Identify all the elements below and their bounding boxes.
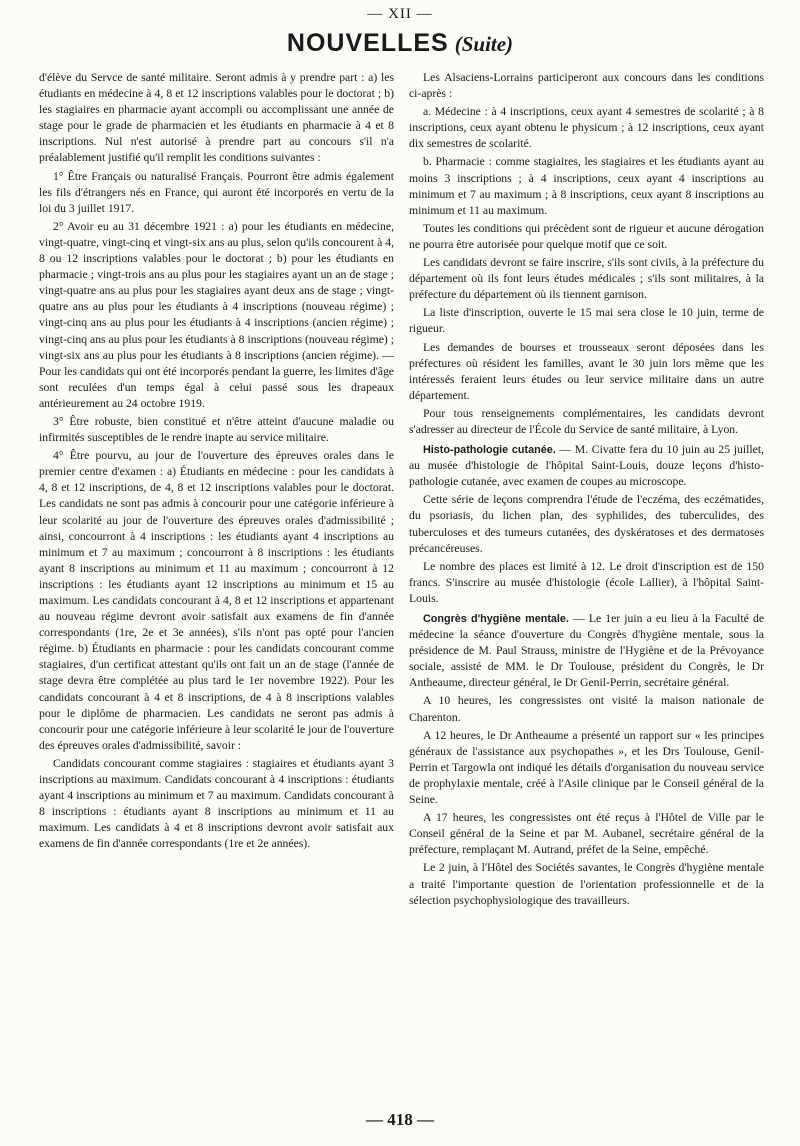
paragraph: Le nombre des places est limité à 12. Le droit d'inscription est de 150 francs. S'inscrire au musée d'histologie (école Lallier), à l'hôpital Saint-Louis. xyxy=(409,559,764,605)
page-number: — 418 — xyxy=(366,1110,434,1129)
news-body: — Le 1er juin a eu lieu à la Faculté de médecine la séance d'ouverture du Congrès d'hygiène mentale, sous la présidence de M. Paul Strauss, ministre de l'Hygiène et de la Prévoyance sociale, assisté de MM. le Dr Toulouse, président du Congrès, le Dr Antheaume, directeur général, le Dr Genil-Perrin, secrétaire général. xyxy=(409,612,764,690)
news-item-histo-pathologie xyxy=(409,442,764,490)
paragraph: Les candidats devront se faire inscrire, s'ils sont civils, à la préfecture du département où ils font leurs études médicales ; s'ils sont militaires, à la préfecture du département où ils tiennent garnison. xyxy=(409,256,764,302)
right-column xyxy=(409,70,764,1106)
paragraph: 4° Être pourvu, au jour de l'ouverture des épreuves orales dans le premier centre d'examen : a) Étudiants en médecine : pour les candidats à 4, 8 et 12 inscriptions, de 4, 8 et 12 inscriptions valables pour le doctorat. Les candidats ne sont pas admis à concourir pour une catégorie inférieure à leur scolarité au jour de l'ouverture des épreuves orales d'admissibilité ; ainsi, concourront à 4 inscriptions : les étudiants ayant 4 inscriptions au minimum et 7 au maximum ; concourront à 8 inscriptions : les étudiants ayant 8 inscriptions au minimum et 11 au maximum ; concourront à 12 inscriptions : les étudiants ayant 12 inscriptions au minimum et 15 au maximum. Les candidats concourant à 4, 8 et 12 inscriptions et appartenant au nouveau régime devront avoir satisfait aux examens de fin d'année correspondants (1re, 2e et 3e années), s'ils n'ont pas opté pour l'ancien régime. b) Étudiants en pharmacie : pour les candidats concourant comme stagiaires, d'un certificat attestant qu'ils ont fait un an de stage (l'année de stage devra être complétée au plus tard le 1er novembre 1922). Pour les candidats concourant à 4 et 8 inscriptions, de 4 à 8 inscriptions valables pour le diplôme de pharmacien. Les candidats ne seront pas admis à concourir pour une catégorie inférieure à leur scolarité le jour de l'ouverture des épreuves orales d'admissibilité, savoir : xyxy=(39,449,394,752)
paragraph: d'élève du Servce de santé militaire. Seront admis à y prendre part : a) les étudiants en médecine à 4, 8 et 12 inscriptions valables pour le doctorat ; b) les stagiaires en pharmacie ayant accompli ou accomplissant une année de stage pour le grade de pharmacien et les étudiants en pharmacie à 4 et 8 inscriptions. Nul n'est autorisé à prendre part au concours s'il n'a préalablement justifié qu'il remplit les conditions suivantes : xyxy=(39,71,394,165)
roman-page-number: — XII — xyxy=(367,6,433,22)
paragraph: La liste d'inscription, ouverte le 15 mai sera close le 10 juin, terme de rigueur. xyxy=(409,306,764,336)
section-title: NOUVELLES xyxy=(286,29,449,57)
section-subtitle: (Suite) xyxy=(454,32,514,56)
news-item-congres-hygiene xyxy=(409,611,764,691)
paragraph: Cette série de leçons comprendra l'étude de l'eczéma, des eczématides, du psoriasis, du lichen plan, des syphilides, des tuberculides, des tuberculoses et des tumeurs cutanées, des dyskératoses et des dermatoses précancéreuses. xyxy=(409,493,764,555)
paragraph: Candidats concourant comme stagiaires : stagiaires et étudiants ayant 3 inscriptions au maximum. Candidats concourant à 4 inscriptions : étudiants ayant 4 inscriptions au minimum et 7 au maximum. Candidats concourant à 8 inscriptions : étudiants ayant 8 inscriptions au minimum et 11 au maximum. Les candidats à 4 et 8 inscriptions devront avoir satisfait aux examens de fin d'année correspondants (1re et 2e années). xyxy=(39,756,394,851)
paragraph: b. Pharmacie : comme stagiaires, les stagiaires et les étudiants ayant au moins 3 inscriptions ; à 4 inscriptions, ceux ayant 4 inscriptions au minimum et 7 au maximum ; à 8 inscriptions, ceux ayant 8 inscriptions au minimum et 11 au maximum. xyxy=(409,155,764,217)
news-heading: Histo-pathologie cutanée. xyxy=(423,444,556,457)
paragraph: Pour tous renseignements complémentaires, les candidats devront s'adresser au directeur de l'École du Service de santé militaire, à Lyon. xyxy=(409,406,764,436)
paragraph: Les demandes de bourses et trousseaux seront déposées dans les préfectures où résident les familles, avant le 30 juin lors même que les intéressés feraient leurs études ou leur service militaire dans un autre département. xyxy=(409,340,764,402)
left-column xyxy=(39,70,394,1106)
paragraph: Toutes les conditions qui précèdent sont de rigueur et aucune dérogation ne pourra être autorisée pour quelque motif que ce soit. xyxy=(409,221,764,251)
news-body: — M. Civatte fera du 10 juin au 25 juillet, au musée d'histologie de l'hôpital Saint-Louis, douze leçons d'histo-pathologie cutanée, avec examen de coupes au microscope. xyxy=(409,443,764,489)
paragraph: 2° Avoir eu au 31 décembre 1921 : a) pour les étudiants en médecine, vingt-quatre, vingt-cinq et vingt-six ans au plus, selon qu'ils concourent à 4, 8 ou 12 inscriptions valables pour le doctorat ; b) pour les étudiants en pharmacie ; vingt-trois ans au plus pour les stagiaires ayant un an de stage ; vingt-quatre ans au plus pour les stagiaires ayant deux ans de stage ; vingt-quatre ans au plus pour les étudiants à 4 inscriptions (nouveau régime) ; vingt-cinq ans au plus pour les étudiants à 4 inscriptions (ancien régime) ; vingt-cinq ans au plus pour les étudiants à 8 inscriptions (nouveau régime) ; vingt-six ans au plus pour les étudiants à 8 inscriptions (ancien régime). — Pour les candidats qui ont été incorporés pendant la guerre, les limites d'âge sont reculées d'un temps égal à celui passé sous les drapeaux antérieurement au 24 octobre 1919. xyxy=(39,219,394,410)
page-header xyxy=(0,28,800,62)
paragraph: 1° Être Français ou naturalisé Français. Pourront être admis également les fils d'étrangers nés en France, qui auront été incorporés en vertu de la loi du 3 juillet 1917. xyxy=(39,169,394,215)
paragraph: A 12 heures, le Dr Antheaume a présenté un rapport sur « les principes généraux de l'assistance aux psychopathes », et les Drs Toulouse, Genil-Perrin et Targowla ont indiqué les détails d'organisation du nouveau service de prophylaxie mentale, créé à l'Asile clinique par le Conseil général de la Seine. xyxy=(409,728,764,807)
paragraph: Le 2 juin, à l'Hôtel des Sociétés savantes, le Congrès d'hygiène mentale a traité l'importante question de l'orientation professionnelle et de la sélection psychophysiologique des travailleurs. xyxy=(409,861,764,907)
paragraph: A 10 heures, les congressistes ont visité la maison nationale de Charenton. xyxy=(409,694,764,724)
paragraph: Les Alsaciens-Lorrains participeront aux concours dans les conditions ci-après : xyxy=(409,71,764,101)
paragraph: a. Médecine : à 4 inscriptions, ceux ayant 4 semestres de scolarité ; à 8 inscriptions, ceux ayant obtenu le physicum ; à 12 inscriptions, ceux ayant dix semestres de scolarité. xyxy=(409,105,764,151)
paragraph: 3° Être robuste, bien constitué et n'être atteint d'aucune maladie ou infirmités susceptibles de le rendre inapte au service militaire. xyxy=(39,414,394,445)
paragraph: A 17 heures, les congressistes ont été reçus à l'Hôtel de Ville par le Conseil général de la Seine et par M. Aubanel, secrétaire général de la préfecture, remplaçant M. Autrand, préfet de la Seine, empêché. xyxy=(409,811,764,857)
news-heading: Congrès d'hygiène mentale. xyxy=(423,613,569,625)
